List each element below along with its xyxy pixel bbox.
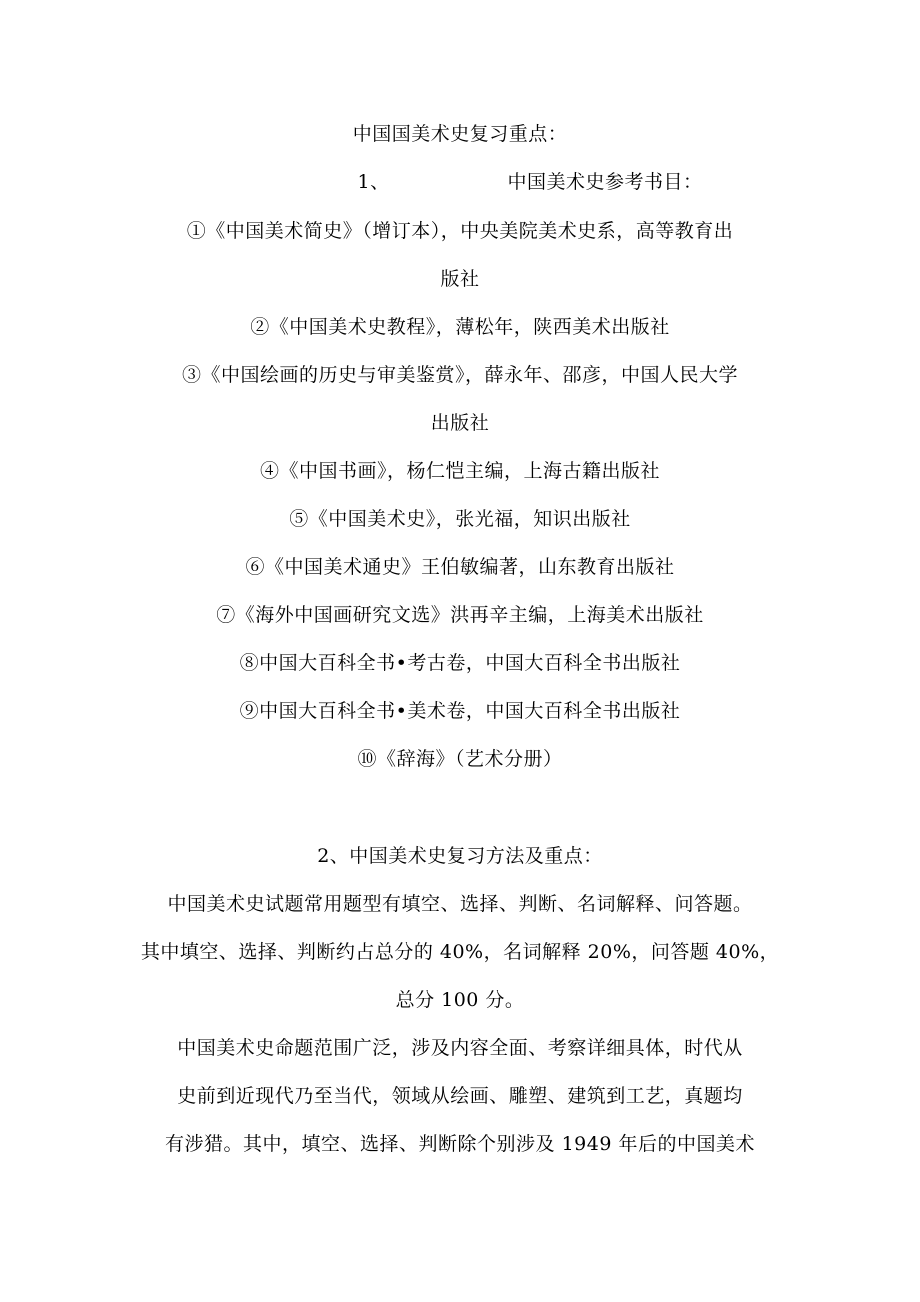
- section-1-heading: [0, 168, 920, 196]
- paragraph-1-line-3: 总分 100 分。: [395, 989, 525, 1011]
- reference-5: ⑤《中国美术史》，张光福，知识出版社: [289, 508, 631, 530]
- reference-3-line-1: ③《中国绘画的历史与审美鉴赏》，薛永年、邵彦，中国人民大学: [181, 364, 738, 386]
- reference-10: ⑩《辞海》（艺术分册）: [357, 748, 563, 770]
- reference-9: ⑨中国大百科全书•美术卷，中国大百科全书出版社: [239, 700, 681, 722]
- paragraph-2-line-1: 中国美术史命题范围广泛，涉及内容全面、考察详细具体，时代从: [177, 1037, 743, 1059]
- section-2-heading: 2、中国美术史复习方法及重点：: [317, 845, 603, 867]
- reference-1-line-2: 版社: [440, 268, 480, 290]
- paragraph-1-line-1: 中国美术史试题常用题型有填空、选择、判断、名词解释、问答题。: [167, 893, 753, 915]
- section-1-number: 1、: [357, 171, 390, 193]
- reference-7: ⑦《海外中国画研究文选》洪再辛主编，上海美术出版社: [216, 604, 704, 626]
- paragraph-2-line-2: 史前到近现代乃至当代，领域从绘画、雕塑、建筑到工艺，真题均: [177, 1085, 743, 1107]
- paragraph-2-line-3: 有涉猎。其中，填空、选择、判断除个别涉及 1949 年后的中国美术: [165, 1133, 755, 1155]
- reference-4: ④《中国书画》，杨仁恺主编，上海古籍出版社: [259, 460, 660, 482]
- reference-6: ⑥《中国美术通史》王伯敏编著，山东教育出版社: [245, 556, 675, 578]
- section-1-title: 中国美术史参考书目：: [507, 171, 703, 193]
- reference-8: ⑧中国大百科全书•考古卷，中国大百科全书出版社: [239, 652, 681, 674]
- reference-2: ②《中国美术史教程》，薄松年，陕西美术出版社: [250, 316, 670, 338]
- reference-1-line-1: ①《中国美术简史》（增订本），中央美院美术史系，高等教育出: [186, 220, 734, 242]
- paragraph-1-line-2: 其中填空、选择、判断约占总分的 40%，名词解释 20%，问答题 40%，: [140, 941, 780, 963]
- reference-3-line-2: 出版社: [430, 412, 490, 434]
- document-heading: 中国国美术史复习重点：: [352, 123, 568, 145]
